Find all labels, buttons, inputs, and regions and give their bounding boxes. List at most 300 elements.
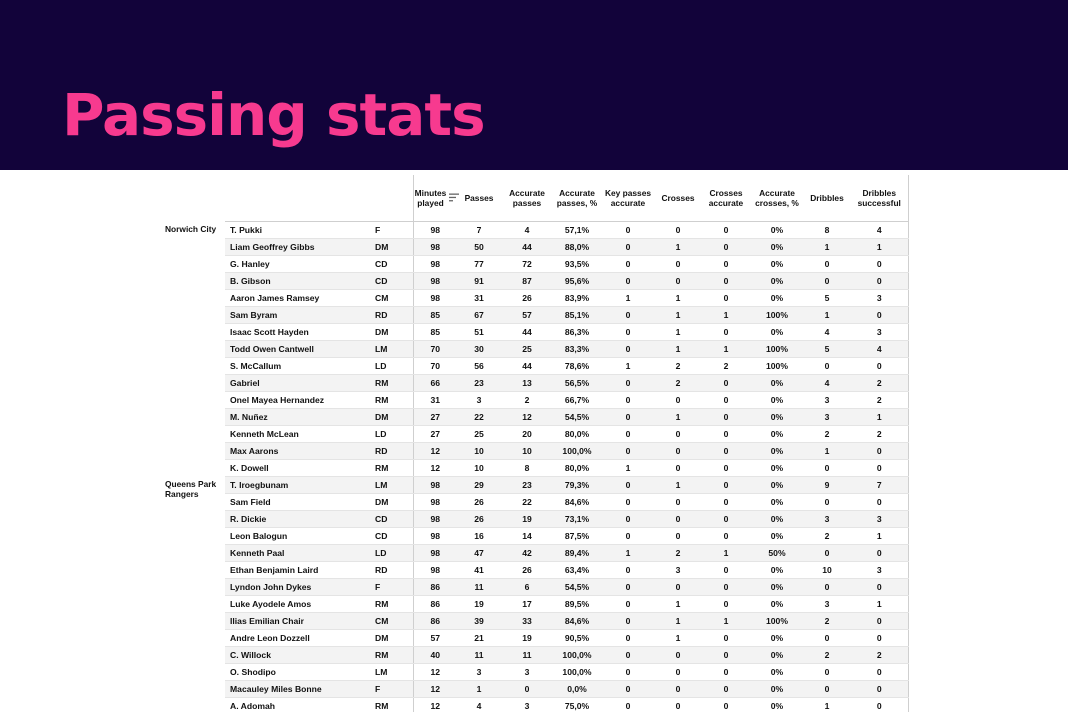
stat-cell: 0 (701, 459, 751, 476)
stat-cell: 98 (413, 510, 457, 527)
player-name: G. Hanley (225, 255, 370, 272)
stat-cell: 0% (751, 289, 803, 306)
stat-cell: 1 (851, 238, 908, 255)
player-position: DM (370, 629, 413, 646)
stat-cell: 0 (601, 663, 655, 680)
stat-cell: 0 (851, 629, 908, 646)
stat-cell: 3 (803, 408, 851, 425)
stat-cell: 98 (413, 221, 457, 238)
stat-cell: 0% (751, 255, 803, 272)
stat-cell: 98 (413, 238, 457, 255)
stat-cell: 5 (803, 289, 851, 306)
player-position: CM (370, 289, 413, 306)
stat-cell: 33 (501, 612, 553, 629)
stat-cell: 0 (655, 663, 701, 680)
stat-cell: 0 (803, 680, 851, 697)
stat-cell: 0% (751, 442, 803, 459)
stat-cell: 0 (701, 323, 751, 340)
stat-cell: 1 (655, 323, 701, 340)
column-header-9[interactable] (803, 175, 851, 221)
player-position: RM (370, 374, 413, 391)
player-position: LM (370, 476, 413, 493)
stat-cell: 98 (413, 476, 457, 493)
stat-cell: 1 (655, 306, 701, 323)
stat-cell: 26 (457, 493, 501, 510)
column-header-label: Dribbles successful (857, 187, 901, 208)
stat-cell: 2 (803, 425, 851, 442)
stat-cell: 0 (851, 272, 908, 289)
table-row (163, 595, 908, 612)
player-name: M. Nuñez (225, 408, 370, 425)
stat-cell: 0 (851, 493, 908, 510)
stat-cell: 0 (655, 255, 701, 272)
stat-cell: 1 (803, 442, 851, 459)
stat-cell: 100% (751, 612, 803, 629)
stat-cell: 51 (457, 323, 501, 340)
player-position: RD (370, 561, 413, 578)
stat-cell: 100,0% (553, 663, 601, 680)
stat-cell: 2 (701, 357, 751, 374)
stat-cell: 1 (457, 680, 501, 697)
stat-cell: 0 (701, 442, 751, 459)
stat-cell: 70 (413, 340, 457, 357)
stat-cell: 0 (601, 408, 655, 425)
stat-cell: 0 (655, 442, 701, 459)
stat-cell: 47 (457, 544, 501, 561)
stat-cell: 78,6% (553, 357, 601, 374)
stat-cell: 0 (701, 272, 751, 289)
column-header-label: Crosses (661, 192, 695, 203)
player-position: DM (370, 323, 413, 340)
stat-cell: 44 (501, 357, 553, 374)
column-header-4[interactable] (553, 175, 601, 221)
player-position: DM (370, 493, 413, 510)
stat-cell: 6 (501, 578, 553, 595)
player-name: T. Pukki (225, 221, 370, 238)
stat-cell: 0 (701, 374, 751, 391)
stat-cell: 4 (851, 221, 908, 238)
table-row (163, 374, 908, 391)
table-row (163, 493, 908, 510)
player-position: F (370, 578, 413, 595)
stat-cell: 1 (851, 527, 908, 544)
stat-cell: 1 (601, 459, 655, 476)
stat-cell: 0 (655, 493, 701, 510)
stat-cell: 10 (501, 442, 553, 459)
stat-cell: 14 (501, 527, 553, 544)
stat-cell: 0 (655, 527, 701, 544)
stat-cell: 54,5% (553, 408, 601, 425)
sort-descending-icon[interactable] (449, 193, 459, 202)
stat-cell: 0 (655, 391, 701, 408)
stat-cell: 3 (803, 391, 851, 408)
stat-cell: 1 (701, 544, 751, 561)
column-header-5[interactable] (601, 175, 655, 221)
player-position: DM (370, 238, 413, 255)
table-row (163, 527, 908, 544)
table-row (163, 357, 908, 374)
stat-cell: 0 (701, 629, 751, 646)
table-row (163, 680, 908, 697)
player-name: Todd Owen Cantwell (225, 340, 370, 357)
stat-cell: 4 (501, 221, 553, 238)
stat-cell: 0 (701, 578, 751, 595)
stat-cell: 2 (501, 391, 553, 408)
stat-cell: 0 (601, 629, 655, 646)
stat-cell: 0 (701, 595, 751, 612)
stat-cell: 0 (851, 544, 908, 561)
player-name: T. Iroegbunam (225, 476, 370, 493)
stat-cell: 8 (501, 459, 553, 476)
stat-cell: 0 (803, 578, 851, 595)
table-row (163, 306, 908, 323)
stat-cell: 0% (751, 578, 803, 595)
column-header-1[interactable] (413, 175, 457, 221)
player-name: Sam Field (225, 493, 370, 510)
stat-cell: 17 (501, 595, 553, 612)
column-header-10[interactable] (851, 175, 908, 221)
stat-cell: 83,9% (553, 289, 601, 306)
column-header-label: Accurate passes, % (556, 187, 598, 208)
team-name: Norwich City (165, 224, 217, 234)
stat-cell: 0 (851, 442, 908, 459)
stat-cell: 5 (803, 340, 851, 357)
table-row (163, 612, 908, 629)
stat-cell: 100% (751, 306, 803, 323)
stat-cell: 27 (413, 408, 457, 425)
stat-cell: 100,0% (553, 442, 601, 459)
stat-cell: 1 (655, 408, 701, 425)
stat-cell: 2 (803, 612, 851, 629)
team-name: Queens Park Rangers (165, 479, 217, 499)
table-row (163, 459, 908, 476)
player-name: Ilias Emilian Chair (225, 612, 370, 629)
player-name: Lyndon John Dykes (225, 578, 370, 595)
stat-cell: 0 (701, 493, 751, 510)
player-name: Liam Geoffrey Gibbs (225, 238, 370, 255)
table-row (163, 238, 908, 255)
stat-cell: 77 (457, 255, 501, 272)
stat-cell: 72 (501, 255, 553, 272)
player-name: Kenneth McLean (225, 425, 370, 442)
stat-cell: 0 (601, 680, 655, 697)
table-row (163, 408, 908, 425)
stat-cell: 87 (501, 272, 553, 289)
passing-stats-table-wrapper (163, 175, 908, 712)
stat-cell: 0 (655, 578, 701, 595)
player-position: RM (370, 595, 413, 612)
stat-cell: 86,3% (553, 323, 601, 340)
stat-cell: 0% (751, 476, 803, 493)
player-name: Max Aarons (225, 442, 370, 459)
stat-cell: 1 (655, 629, 701, 646)
stat-cell: 0 (601, 527, 655, 544)
stat-cell: 56,5% (553, 374, 601, 391)
sorted-header-wrap (415, 188, 459, 208)
table-header-row (163, 175, 908, 221)
stat-cell: 98 (413, 561, 457, 578)
stat-cell: 0% (751, 697, 803, 712)
table-row (163, 697, 908, 712)
stat-cell: 3 (501, 697, 553, 712)
stat-cell: 86 (413, 578, 457, 595)
stat-cell: 2 (655, 357, 701, 374)
stat-cell: 22 (457, 408, 501, 425)
column-header-8[interactable] (751, 175, 803, 221)
stat-cell: 0 (601, 476, 655, 493)
stat-cell: 0 (701, 476, 751, 493)
player-name: O. Shodipo (225, 663, 370, 680)
column-header-label: Crosses accurate (708, 187, 744, 208)
stat-cell: 0% (751, 323, 803, 340)
stat-cell: 25 (501, 340, 553, 357)
stat-cell: 0 (851, 255, 908, 272)
stat-cell: 0% (751, 425, 803, 442)
column-header-label: Accurate passes (509, 187, 545, 208)
stat-cell: 12 (413, 680, 457, 697)
stat-cell: 2 (851, 646, 908, 663)
table-row (163, 663, 908, 680)
stat-cell: 86 (413, 612, 457, 629)
stat-cell: 10 (457, 442, 501, 459)
stat-cell: 23 (501, 476, 553, 493)
stat-cell: 0 (601, 425, 655, 442)
player-position: CD (370, 510, 413, 527)
stat-cell: 0 (601, 255, 655, 272)
stat-cell: 0 (803, 493, 851, 510)
stat-cell: 89,4% (553, 544, 601, 561)
stat-cell: 3 (851, 323, 908, 340)
stat-cell: 20 (501, 425, 553, 442)
player-name: B. Gibson (225, 272, 370, 289)
player-position: RD (370, 442, 413, 459)
stat-cell: 2 (851, 425, 908, 442)
column-header-6[interactable] (655, 175, 701, 221)
stat-cell: 0 (601, 221, 655, 238)
stat-cell: 1 (655, 238, 701, 255)
column-header-label: Accurate crosses, % (755, 187, 799, 208)
stat-cell: 1 (601, 289, 655, 306)
stat-cell: 0 (601, 272, 655, 289)
stat-cell: 0 (655, 272, 701, 289)
stat-cell: 100% (751, 340, 803, 357)
stat-cell: 21 (457, 629, 501, 646)
player-name: K. Dowell (225, 459, 370, 476)
stat-cell: 13 (501, 374, 553, 391)
stat-cell: 0 (803, 459, 851, 476)
stat-cell: 26 (501, 561, 553, 578)
stat-cell: 2 (655, 544, 701, 561)
table-row (163, 289, 908, 306)
stat-cell: 0 (851, 697, 908, 712)
stat-cell: 11 (457, 646, 501, 663)
stat-cell: 0 (601, 340, 655, 357)
player-position: CD (370, 272, 413, 289)
table-row (163, 476, 908, 493)
stat-cell: 0 (601, 697, 655, 712)
player-name: Macauley Miles Bonne (225, 680, 370, 697)
column-header-7[interactable] (701, 175, 751, 221)
stat-cell: 3 (803, 510, 851, 527)
stat-cell: 90,5% (553, 629, 601, 646)
table-row (163, 561, 908, 578)
player-position: LM (370, 340, 413, 357)
stat-cell: 0 (655, 221, 701, 238)
stat-cell: 70 (413, 357, 457, 374)
stat-cell: 0 (701, 238, 751, 255)
stat-cell: 83,3% (553, 340, 601, 357)
player-position: LD (370, 544, 413, 561)
stat-cell: 31 (413, 391, 457, 408)
stat-cell: 1 (701, 340, 751, 357)
player-name: Andre Leon Dozzell (225, 629, 370, 646)
stat-cell: 0% (751, 374, 803, 391)
table-row (163, 544, 908, 561)
stat-cell: 12 (413, 442, 457, 459)
stat-cell: 98 (413, 272, 457, 289)
table-body (163, 221, 908, 712)
stat-cell: 1 (655, 340, 701, 357)
player-position: F (370, 221, 413, 238)
column-header-label: Passes (464, 192, 494, 203)
stat-cell: 0% (751, 510, 803, 527)
stat-cell: 22 (501, 493, 553, 510)
stat-cell: 0% (751, 663, 803, 680)
column-header-label: Key passes accurate (604, 187, 652, 208)
stat-cell: 0% (751, 595, 803, 612)
stat-cell: 4 (803, 323, 851, 340)
stat-cell: 0% (751, 238, 803, 255)
stat-cell: 1 (851, 408, 908, 425)
stat-cell: 0 (601, 306, 655, 323)
stat-cell: 0 (701, 561, 751, 578)
stat-cell: 0 (803, 544, 851, 561)
stat-cell: 1 (803, 238, 851, 255)
stat-cell: 0 (601, 646, 655, 663)
stat-cell: 1 (655, 595, 701, 612)
player-name: Gabriel (225, 374, 370, 391)
stat-cell: 19 (457, 595, 501, 612)
column-header-3[interactable] (501, 175, 553, 221)
page-title: Passing stats (62, 81, 485, 149)
stat-cell: 88,0% (553, 238, 601, 255)
stat-cell: 0 (803, 255, 851, 272)
stat-cell: 26 (457, 510, 501, 527)
player-position: CD (370, 255, 413, 272)
stat-cell: 63,4% (553, 561, 601, 578)
stat-cell: 1 (601, 357, 655, 374)
player-position: CM (370, 612, 413, 629)
stat-cell: 80,0% (553, 459, 601, 476)
stat-cell: 40 (413, 646, 457, 663)
stat-cell: 0% (751, 459, 803, 476)
stat-cell: 0 (701, 289, 751, 306)
table-row (163, 391, 908, 408)
stat-cell: 0 (701, 646, 751, 663)
stat-cell: 0 (851, 459, 908, 476)
stat-cell: 0 (601, 442, 655, 459)
stat-cell: 0 (601, 595, 655, 612)
table-row (163, 646, 908, 663)
stat-cell: 0% (751, 561, 803, 578)
stat-cell: 0 (601, 391, 655, 408)
table-row (163, 340, 908, 357)
player-position: LM (370, 663, 413, 680)
stat-cell: 2 (803, 527, 851, 544)
stat-cell: 1 (701, 306, 751, 323)
table-row (163, 510, 908, 527)
stat-cell: 3 (803, 595, 851, 612)
stat-cell: 12 (501, 408, 553, 425)
stat-cell: 86 (413, 595, 457, 612)
column-header-label: Minutes played (414, 187, 447, 208)
stat-cell: 98 (413, 255, 457, 272)
player-name: Aaron James Ramsey (225, 289, 370, 306)
stat-cell: 1 (701, 612, 751, 629)
stat-cell: 89,5% (553, 595, 601, 612)
stat-cell: 2 (655, 374, 701, 391)
stat-cell: 16 (457, 527, 501, 544)
stat-cell: 95,6% (553, 272, 601, 289)
player-name: C. Willock (225, 646, 370, 663)
table-row (163, 272, 908, 289)
stat-cell: 0 (701, 408, 751, 425)
stat-cell: 98 (413, 544, 457, 561)
stat-cell: 1 (655, 476, 701, 493)
stat-cell: 3 (501, 663, 553, 680)
stat-cell: 57,1% (553, 221, 601, 238)
stat-cell: 0 (851, 663, 908, 680)
player-name: Isaac Scott Hayden (225, 323, 370, 340)
stat-cell: 50 (457, 238, 501, 255)
stat-cell: 0 (601, 578, 655, 595)
stat-cell: 1 (601, 544, 655, 561)
stat-cell: 29 (457, 476, 501, 493)
stat-cell: 0 (701, 697, 751, 712)
stat-cell: 3 (457, 663, 501, 680)
stat-cell: 0 (601, 493, 655, 510)
stat-cell: 2 (851, 391, 908, 408)
stat-cell: 9 (803, 476, 851, 493)
stat-cell: 0 (501, 680, 553, 697)
stat-cell: 0 (655, 697, 701, 712)
stat-cell: 0% (751, 680, 803, 697)
stat-cell: 1 (655, 612, 701, 629)
player-position: F (370, 680, 413, 697)
player-position: RD (370, 306, 413, 323)
table-row (163, 578, 908, 595)
table-row (163, 629, 908, 646)
stat-cell: 26 (501, 289, 553, 306)
stat-cell: 0 (803, 663, 851, 680)
stat-cell: 98 (413, 527, 457, 544)
stat-cell: 25 (457, 425, 501, 442)
stat-cell: 66 (413, 374, 457, 391)
stat-cell: 44 (501, 238, 553, 255)
player-column-header (225, 175, 370, 221)
stat-cell: 11 (457, 578, 501, 595)
stat-cell: 57 (413, 629, 457, 646)
stat-cell: 31 (457, 289, 501, 306)
column-header-2[interactable] (457, 175, 501, 221)
stat-cell: 10 (803, 561, 851, 578)
stat-cell: 3 (851, 510, 908, 527)
stat-cell: 50% (751, 544, 803, 561)
stat-cell: 0 (851, 578, 908, 595)
stat-cell: 41 (457, 561, 501, 578)
column-header-label: Dribbles (810, 192, 844, 203)
player-position: RM (370, 646, 413, 663)
